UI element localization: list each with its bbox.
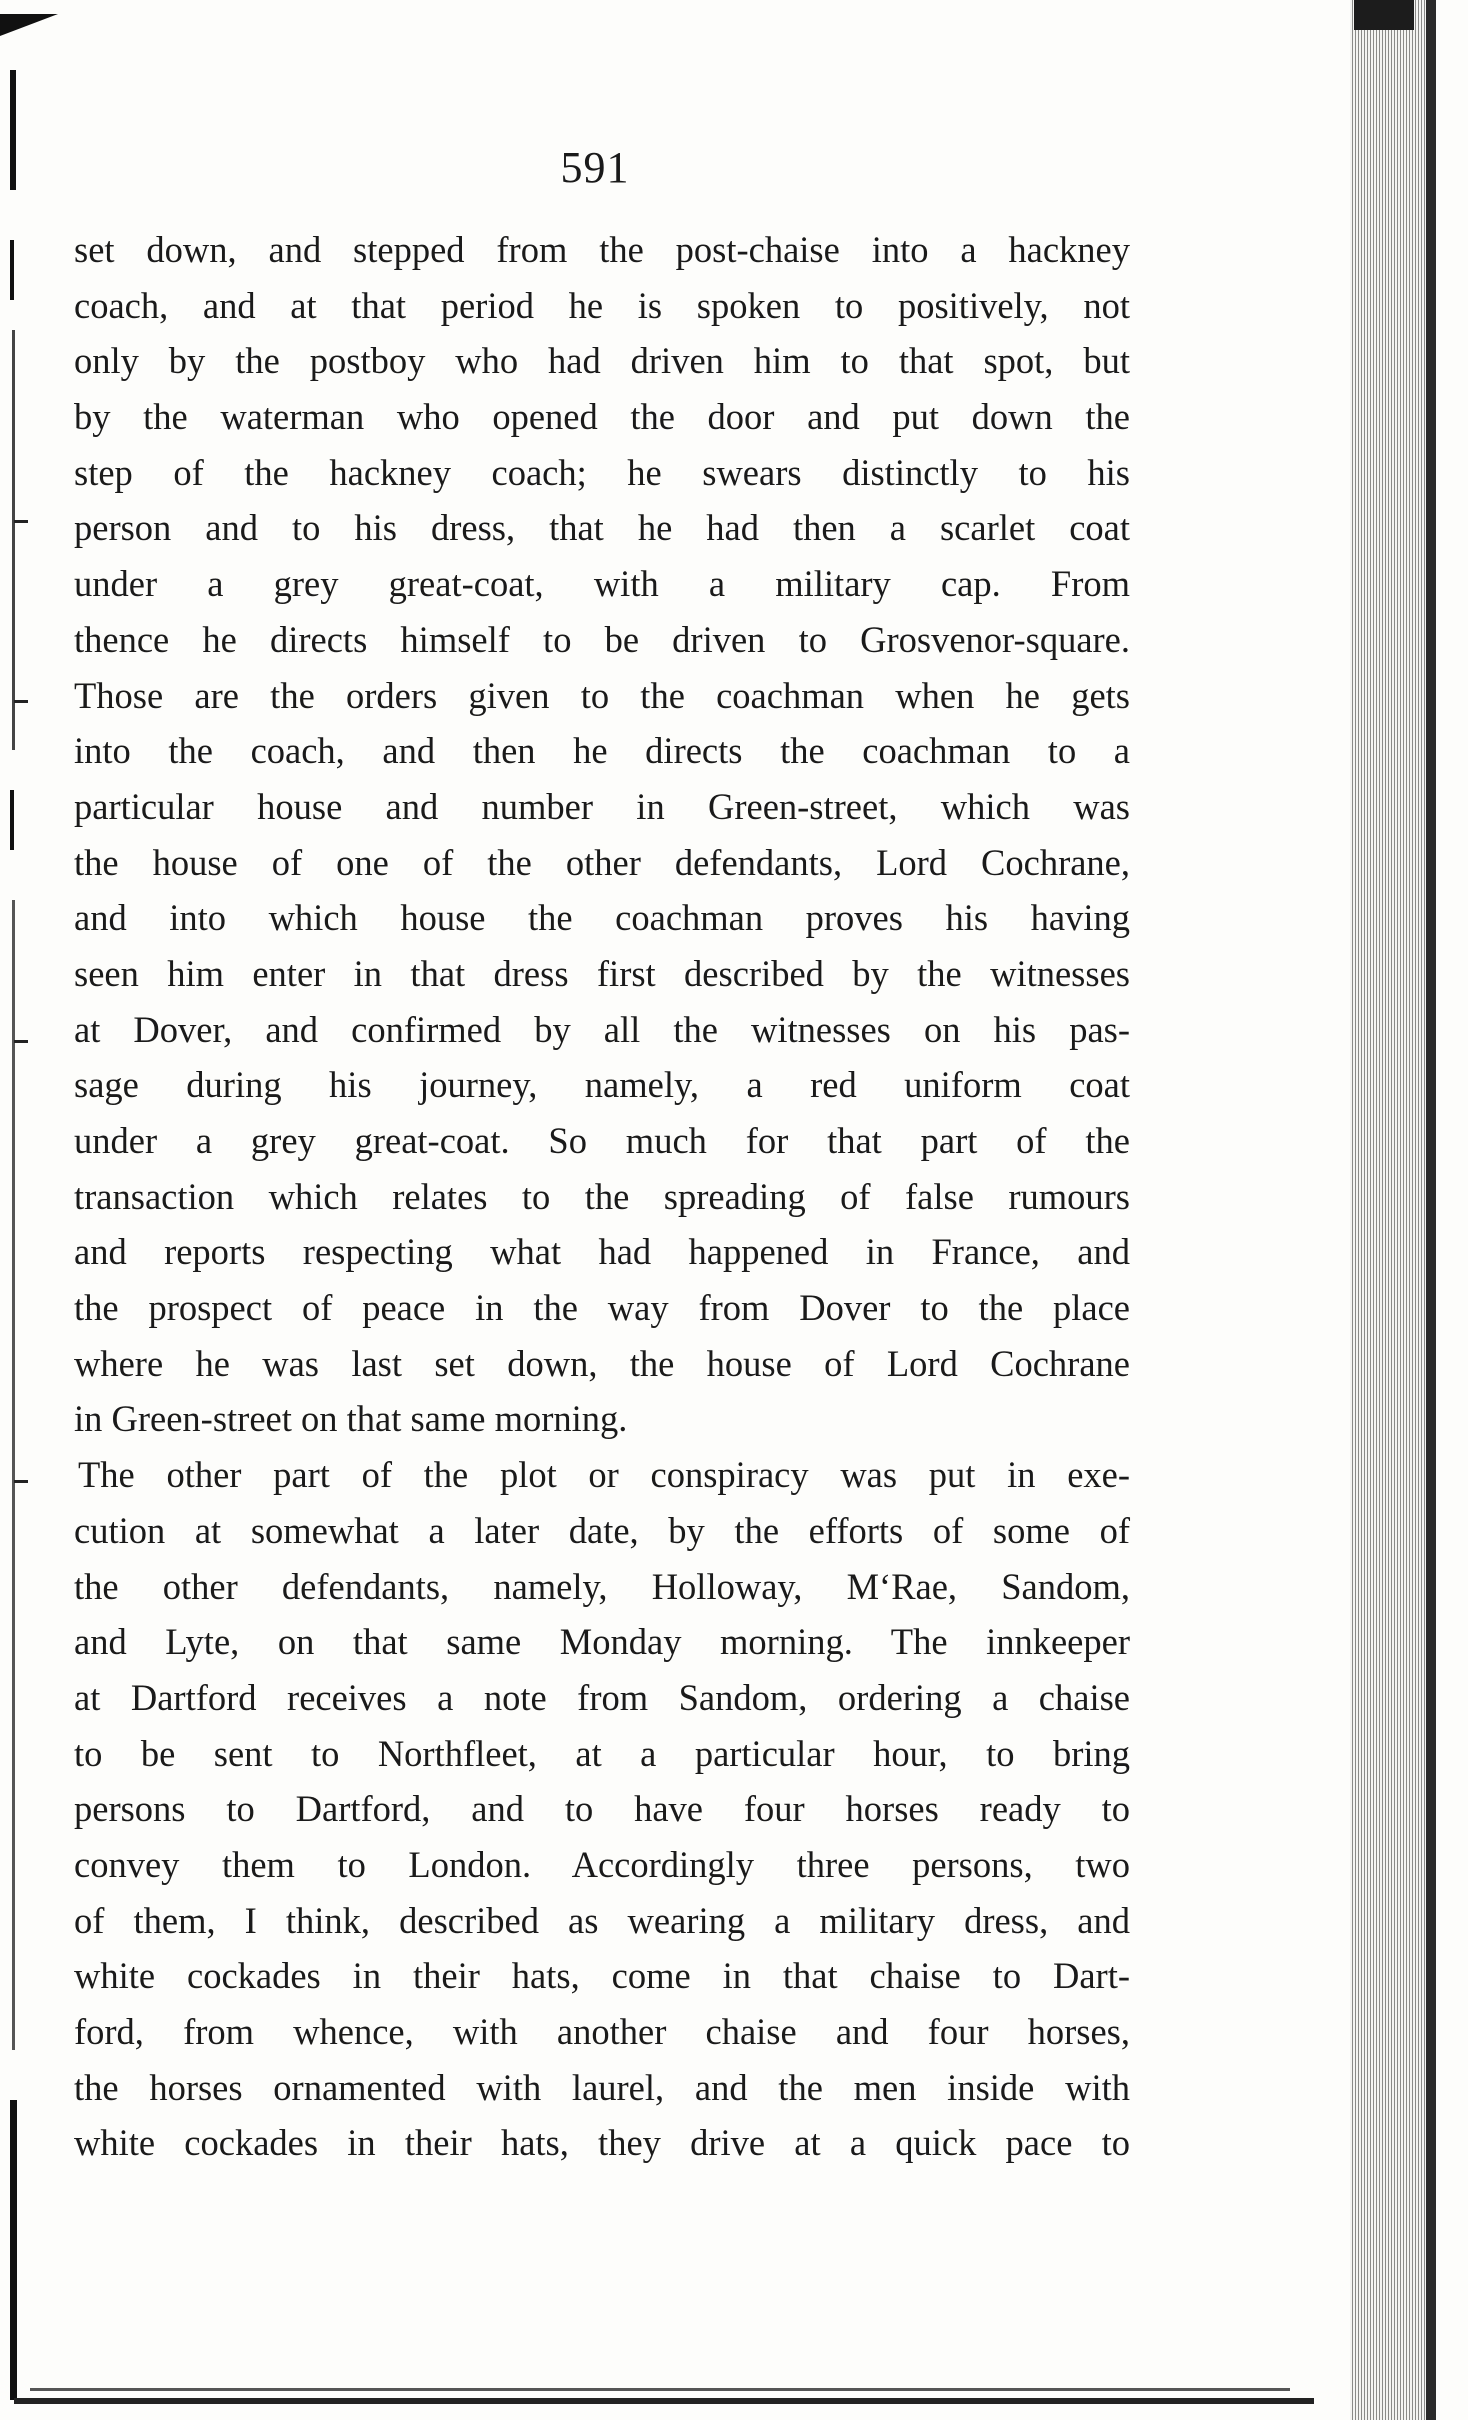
binding-tick (14, 1480, 28, 1483)
text-line: and Lyte, on that same Monday morning. The innkeeper (74, 1621, 1130, 1663)
text-line: in Green-street on that same morning. (74, 1398, 628, 1440)
text-line: cution at somewhat a later date, by the efforts of some of (74, 1509, 1130, 1551)
text-line: The other part of the plot or conspiracy was put in exe- (78, 1454, 1130, 1496)
text-line: into the coach, and then he directs the coachman to a (74, 730, 1130, 772)
text-line: convey them to London. Accordingly three persons, two (74, 1843, 1130, 1885)
right-page-block-edge (1350, 0, 1426, 2420)
text-line: white cockades in their hats, come in that chaise to Dart- (74, 1955, 1130, 1997)
binding-corner-mark (0, 14, 58, 36)
text-line: transaction which relates to the spreading of false rumours (74, 1175, 1130, 1217)
text-line: where he was last set down, the house of Lord Cochrane (74, 1342, 1130, 1384)
text-line: the other defendants, namely, Holloway, M‘Rae, Sandom, (74, 1565, 1130, 1607)
text-line: under a grey great-coat, with a military cap. From (74, 563, 1130, 605)
text-line: the house of one of the other defendants, Lord Cochrane, (74, 841, 1130, 883)
text-line: person and to his dress, that he had then a scarlet coat (74, 507, 1130, 549)
binding-shadow-segment (12, 330, 15, 750)
text-line: and reports respecting what had happened in France, and (74, 1231, 1130, 1273)
binding-tick (14, 1040, 28, 1043)
page-number: 591 (560, 143, 630, 192)
text-line: set down, and stepped from the post-chaise into a hackney (74, 229, 1130, 270)
text-line: at Dover, and confirmed by all the witnesses on his pas- (74, 1008, 1130, 1050)
text-line: to be sent to Northfleet, at a particular hour, to bring (74, 1732, 1130, 1774)
binding-shadow-segment (12, 900, 15, 2050)
left-binding-edge (0, 0, 42, 2420)
binding-shadow-segment (10, 240, 14, 300)
binding-tick (14, 700, 28, 703)
paragraph-1 (74, 222, 1130, 1447)
text-line: persons to Dartford, and to have four horses ready to (74, 1788, 1130, 1830)
bottom-page-edge (14, 2398, 1314, 2404)
binding-shadow-segment (10, 790, 14, 850)
right-edge-top-mark (1354, 0, 1414, 30)
text-line: by the waterman who opened the door and put down the (74, 396, 1130, 438)
text-line: at Dartford receives a note from Sandom, ordering a chaise (74, 1676, 1130, 1718)
right-outer-edge (1426, 0, 1436, 2420)
text-line: coach, and at that period he is spoken to positively, not (74, 284, 1130, 326)
text-line: particular house and number in Green-street, which was (74, 785, 1130, 827)
text-line: Those are the orders given to the coachman when he gets (74, 674, 1130, 716)
text-line: and into which house the coachman proves his having (74, 897, 1130, 939)
text-line: white cockades in their hats, they drive at a quick pace to (74, 2122, 1130, 2164)
bottom-edge-shadow (30, 2388, 1290, 2391)
paragraph-2 (74, 1447, 1130, 2171)
text-line: sage during his journey, namely, a red uniform coat (74, 1064, 1130, 1106)
text-line: the horses ornamented with laurel, and the men inside with (74, 2066, 1130, 2108)
text-line: thence he directs himself to be driven to Grosvenor-square. (74, 618, 1130, 660)
body-text (74, 222, 1130, 2171)
text-line: the prospect of peace in the way from Dover to the place (74, 1287, 1130, 1329)
text-line: of them, I think, described as wearing a military dress, and (74, 1899, 1130, 1941)
text-line: step of the hackney coach; he swears distinctly to his (74, 451, 1130, 493)
text-line: under a grey great-coat. So much for that part of the (74, 1120, 1130, 1161)
text-line: only by the postboy who had driven him to that spot, but (74, 340, 1130, 382)
binding-tick (14, 520, 28, 523)
text-line: ford, from whence, with another chaise and four horses, (74, 2011, 1130, 2052)
text-line: seen him enter in that dress first described by the witnesses (74, 952, 1130, 994)
binding-shadow-segment (10, 2100, 17, 2400)
